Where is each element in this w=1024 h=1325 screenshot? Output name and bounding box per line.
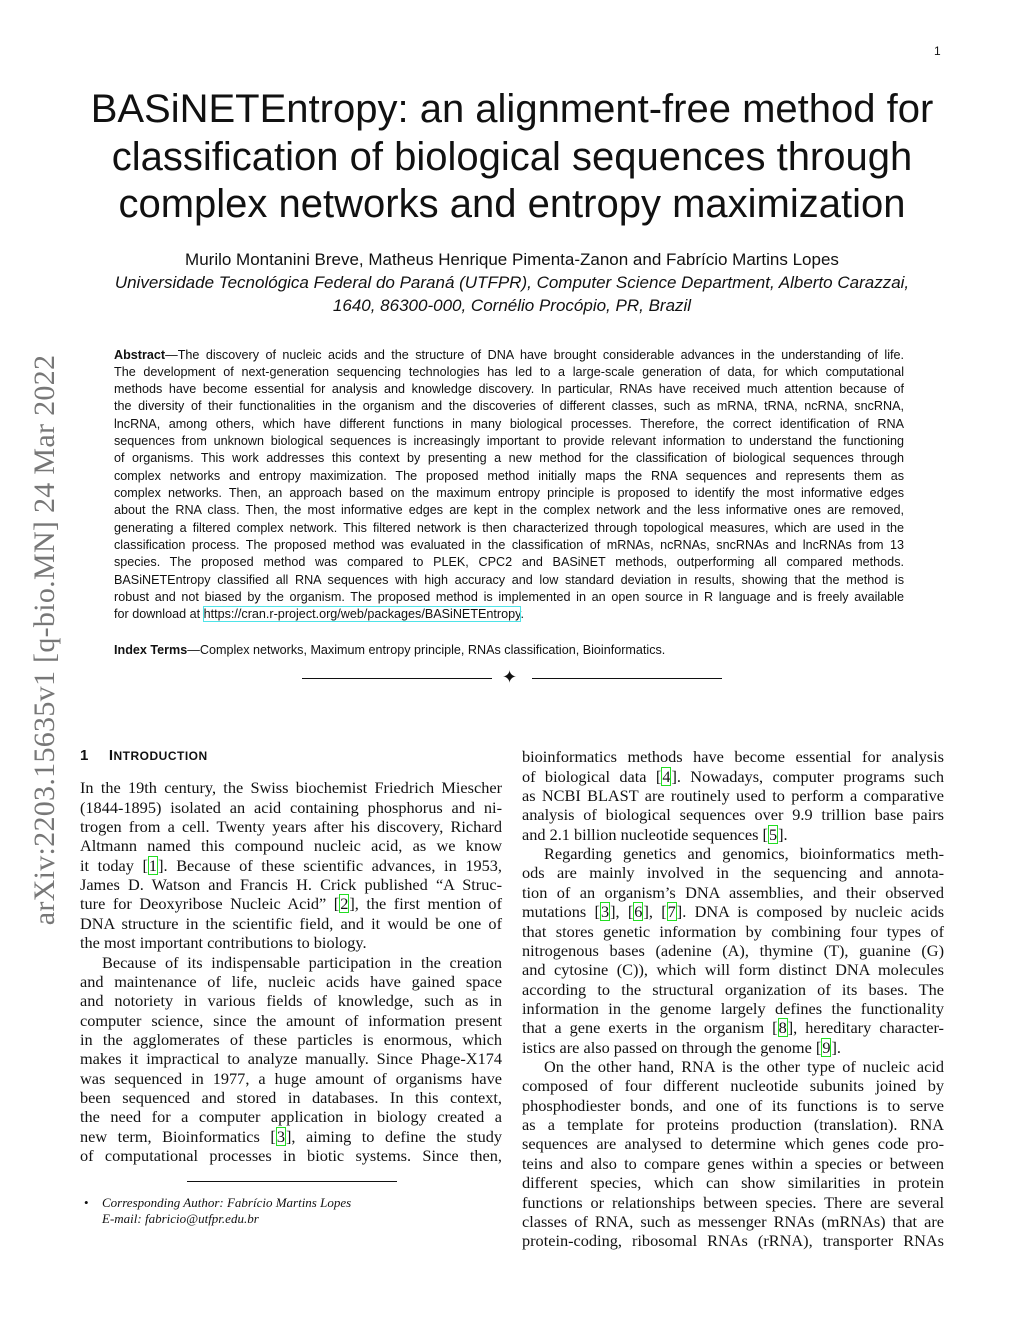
citation-link[interactable]: 3 xyxy=(276,1126,285,1146)
body-line xyxy=(80,953,502,972)
body-line xyxy=(80,1088,502,1107)
abstract-text: . xyxy=(520,607,524,622)
body-line xyxy=(80,1011,502,1030)
footnote-bullet: • xyxy=(84,1195,89,1210)
citation-link[interactable]: 7 xyxy=(667,902,676,922)
body-line: istics are also passed on through the genome [9]. xyxy=(522,1037,841,1057)
section-number: 1 xyxy=(80,747,89,764)
body-text: nitrogenous bases (adenine (A), thymine (T), guanine (G) xyxy=(522,940,944,960)
body-text: . Because of these scientific advances, in 1953, xyxy=(163,855,502,875)
citation-link[interactable]: 8 xyxy=(778,1018,787,1038)
body-text: information in the genome largely defines the functionality xyxy=(522,998,944,1018)
abstract-line xyxy=(114,347,904,364)
body-line xyxy=(522,1057,944,1076)
body-line xyxy=(80,914,502,933)
body-text: that a gene exerts in the organism xyxy=(522,1018,773,1038)
body-line xyxy=(522,747,944,766)
body-text: . Nowadays, computer programs such xyxy=(676,766,945,786)
citation-link[interactable]: 1 xyxy=(148,855,158,875)
body-line xyxy=(80,1146,502,1165)
body-text: bioinformatics methods have become essential for analysis xyxy=(522,747,944,767)
body-text: of computational processes in biotic systems. Since then, xyxy=(80,1146,502,1166)
body-line xyxy=(522,1154,944,1173)
body-line xyxy=(522,960,944,979)
body-line: ture for Deoxyribose Nucleic Acid” [2], the first mention of xyxy=(80,894,502,914)
citation-link[interactable]: 5 xyxy=(768,824,778,844)
body-text: the most important contributions to biology. xyxy=(80,933,367,953)
abstract xyxy=(114,347,904,624)
body-text: tion of an organism’s DNA assemblies, and their observed xyxy=(522,882,944,902)
body-text: . DNA is composed by nucleic acids xyxy=(682,902,945,922)
abstract-text: the diversity of their functionalities in the organism and the discoveries of different classes, such as mRNA, tRNA, ncRNA, sncRNA, xyxy=(114,399,904,414)
body-line: of biological data [4]. Nowadays, computer programs such xyxy=(522,766,945,786)
body-text: as a template for proteins production (translation). RNA xyxy=(522,1115,944,1135)
abstract-text: complex networks. Then, an approach based on the maximum entropy principle is proposed to identify the most informative edges xyxy=(114,486,904,501)
abstract-line xyxy=(114,537,904,554)
body-line xyxy=(80,1107,502,1126)
index-terms-label: Index Terms xyxy=(114,643,188,657)
body-text: in the agglomerates of these particles is enormous, which xyxy=(80,1029,502,1049)
affiliation xyxy=(60,271,964,317)
body-text: that stores genetic information by combining four types of xyxy=(522,921,944,941)
body-text: (1844-1895) isolated an acid containing phosphorus and ni- xyxy=(80,797,502,817)
author-list: Murilo Montanini Breve, Matheus Henrique Pimenta-Zanon and Fabrício Martins Lopes xyxy=(185,250,839,269)
body-text: composed of four different nucleotide subunits joined by xyxy=(522,1076,944,1096)
abstract-line xyxy=(114,606,904,623)
body-line xyxy=(522,786,944,805)
abstract-line xyxy=(114,450,904,467)
body-line xyxy=(522,1115,944,1134)
title-line: BASiNETEntropy: an alignment-free method for xyxy=(90,87,934,131)
abstract-text: of organisms. This work addresses this context by presenting a new method for the classification of biological sequences through xyxy=(114,451,904,466)
body-line xyxy=(522,1096,944,1115)
body-line xyxy=(522,863,944,882)
abstract-text: generating a filtered complex network. This filtered network is then characterized through topological measures, which are used in the xyxy=(114,520,904,535)
footnote xyxy=(84,1195,351,1226)
abstract-text: complex networks and entropy maximization. The proposed method initially maps the RNA sequences and represents them as xyxy=(114,468,904,483)
body-text: , xyxy=(615,902,628,922)
body-line xyxy=(522,1212,944,1231)
body-text: analysis of biological sequences over 9.9 trillion base pairs xyxy=(522,805,944,825)
abstract-line xyxy=(114,416,904,433)
body-line xyxy=(522,980,944,999)
body-line xyxy=(80,933,502,952)
body-text: . xyxy=(783,824,788,844)
body-line: and 2.1 billion nucleotide sequences [5]. xyxy=(522,824,788,844)
abstract-label: Abstract xyxy=(114,347,166,362)
body-text: been sequenced and stored in databases. In this context, xyxy=(80,1088,502,1108)
body-line: that a gene exerts in the organism [8], hereditary character- xyxy=(522,1018,944,1038)
body-text: , hereditary character- xyxy=(793,1018,944,1038)
abstract-text: for download at xyxy=(114,607,204,622)
abstract-line xyxy=(114,554,904,571)
abstract-text: sequences from unknown biological sequences is increasingly important to provide relevant information to understand the functioning xyxy=(114,434,904,449)
citation-link[interactable]: 3 xyxy=(600,902,610,922)
body-text: protein-coding, ribosomal RNAs (rRNA), transporter RNAs xyxy=(522,1231,944,1251)
abstract-text: methods have become essential for analysis and knowledge discovery. In particular, RNAs have received much attention because of xyxy=(114,382,904,397)
body-text: DNA structure in the scientific field, and it would be one of xyxy=(80,913,502,933)
body-text: ods are mainly involved in the sequencing and annota- xyxy=(522,863,944,883)
title-line: classification of biological sequences through xyxy=(111,134,913,179)
body-text: , the first mention of xyxy=(354,894,502,914)
citation-link[interactable]: 4 xyxy=(662,766,671,786)
citation-link[interactable]: 9 xyxy=(822,1037,831,1057)
abstract-line xyxy=(114,520,904,537)
abstract-text: species. The proposed method was compared to PLEK, CPC2 and BASiNET methods, outperforming all compared methods. xyxy=(114,555,904,570)
body-text: , aiming to define the study xyxy=(291,1126,502,1146)
footnote-rule xyxy=(187,1181,397,1182)
body-text: , xyxy=(648,902,662,922)
affiliation-line: 1640, 86300-000, Cornélio Procópio, PR, Brazil xyxy=(332,296,692,315)
right-column xyxy=(522,747,944,1250)
body-line xyxy=(522,922,944,941)
abstract-line xyxy=(114,572,904,589)
index-terms xyxy=(114,642,904,659)
citation-link[interactable]: 6 xyxy=(634,902,643,922)
diamond-icon: ✦ xyxy=(502,667,518,688)
divider-rule xyxy=(532,678,722,679)
body-text: Because of its indispensable participation in the creation xyxy=(102,952,502,972)
body-text: and cytosine (C)), which will form distinct DNA molecules xyxy=(522,960,944,980)
body-text: according to the structural organization of its bases. The xyxy=(522,979,944,999)
body-text: functions or relationships between species. There are several xyxy=(522,1192,944,1212)
body-text: mutations xyxy=(522,902,595,922)
body-text: different species, which can show similarities in protein xyxy=(522,1173,944,1193)
body-text: and maintenance of life, nucleic acids have gained space xyxy=(80,971,502,991)
body-line xyxy=(522,999,944,1018)
citation-link[interactable]: 2 xyxy=(340,894,349,914)
body-line xyxy=(522,941,944,960)
section-heading xyxy=(80,746,208,766)
body-text: On the other hand, RNA is the other type of nucleic acid xyxy=(544,1057,944,1077)
body-text: and 2.1 billion nucleotide sequences xyxy=(522,824,763,844)
body-text: James D. Watson and Francis H. Crick published “A Struc- xyxy=(80,875,502,895)
body-line xyxy=(80,778,502,797)
body-text: was sequenced in 1977, a huge amount of organisms have xyxy=(80,1068,502,1088)
abstract-line xyxy=(114,433,904,450)
abstract-line xyxy=(114,468,904,485)
body-line: mutations [3], [6], [7]. DNA is composed by nucleic acids xyxy=(522,902,945,922)
abstract-text: robust and not biased by the organism. The proposed method is implemented in an open source in R language and is freely available xyxy=(114,590,904,605)
body-line xyxy=(80,991,502,1010)
body-line xyxy=(522,1134,944,1153)
abstract-line xyxy=(114,485,904,502)
body-text: . xyxy=(836,1037,841,1057)
abstract-line xyxy=(114,364,904,381)
body-line: it today [1]. Because of these scientific advances, in 1953, xyxy=(80,855,502,875)
arxiv-identifier-stamp: arXiv:2203.15635v1 [q-bio.MN] 24 Mar 2022 xyxy=(28,354,61,926)
index-terms-text: —Complex networks, Maximum entropy principle, RNAs classification, Bioinformatics. xyxy=(187,643,666,657)
body-line xyxy=(80,1049,502,1068)
divider-rule xyxy=(302,678,492,679)
title-line: complex networks and entropy maximization xyxy=(118,182,906,226)
section-divider xyxy=(302,667,722,688)
abstract-text: lncRNA, among others, which have different functions in many biological processes. Therefore, the correct identification of RNA xyxy=(114,416,904,431)
affiliation-line: Universidade Tecnológica Federal do Paraná (UTFPR), Computer Science Department, Alberto Carazzai, xyxy=(114,273,910,292)
body-line xyxy=(522,844,944,863)
body-text: and notoriety in various fields of knowledge, such as in xyxy=(80,991,502,1011)
body-text: phosphodiester bonds, and one of its functions is to serve xyxy=(522,1095,944,1115)
body-line: new term, Bioinformatics [3], aiming to define the study xyxy=(80,1126,502,1146)
body-text: trogen from a cell. Twenty years after his discovery, Richard xyxy=(80,817,502,837)
body-line xyxy=(522,805,944,824)
body-line xyxy=(522,1173,944,1192)
body-text: as NCBI BLAST are routinely used to perform a comparative xyxy=(522,786,944,806)
body-text: Regarding genetics and genomics, bioinformatics meth- xyxy=(544,844,944,864)
body-text: of biological data xyxy=(522,766,656,786)
body-text: makes it impractical to analyze manually. Since Phage-X174 xyxy=(80,1049,502,1069)
body-text: it today xyxy=(80,855,143,875)
body-line xyxy=(522,1231,944,1250)
body-line xyxy=(80,875,502,894)
body-line xyxy=(80,1030,502,1049)
abstract-text: BASiNETEntropy classified all RNA sequences with high accuracy and low standard deviation in results, showing that the method is xyxy=(114,572,904,587)
abstract-text: classification process. The proposed method was evaluated in the classification of mRNAs, ncRNAs, sncRNAs and lncRNAs from 13 xyxy=(114,538,904,553)
body-text: new term, Bioinformatics xyxy=(80,1126,271,1146)
footnote-line: Corresponding Author: Fabrício Martins Lopes xyxy=(102,1195,352,1210)
abstract-line xyxy=(114,381,904,398)
footnote-line: E-mail: fabricio@utfpr.edu.br xyxy=(102,1210,259,1226)
section-title-initial: I xyxy=(108,747,114,764)
page-number: 1 xyxy=(934,44,941,58)
body-line xyxy=(80,1069,502,1088)
paper-title xyxy=(0,86,1024,229)
body-text: istics are also passed on through the genome xyxy=(522,1037,816,1057)
abstract-line xyxy=(114,398,904,415)
abstract-line xyxy=(114,589,904,606)
abstract-line xyxy=(114,502,904,519)
left-column xyxy=(80,778,502,1165)
body-text: sequences are analysed to determine which genes code pro- xyxy=(522,1134,944,1154)
body-text: the need for a computer application in biology created a xyxy=(80,1107,502,1127)
body-line xyxy=(80,798,502,817)
abstract-text: The development of next-generation sequencing technologies has led to a large-scale generation of data, for which computational xyxy=(114,364,904,379)
body-line xyxy=(80,817,502,836)
download-link[interactable]: https://cran.r-project.org/web/packages/BASiNETEntropy xyxy=(203,607,521,622)
abstract-text: about the RNA class. Then, the most informative edges are kept in the complex network and the less informative ones are removed, xyxy=(114,503,904,518)
body-line xyxy=(522,883,944,902)
body-text: Altmann named this compound nucleic acid, as we know xyxy=(80,836,502,856)
body-text: ture for Deoxyribose Nucleic Acid” xyxy=(80,894,334,914)
body-line xyxy=(80,972,502,991)
body-text: classes of RNA, such as messenger RNAs (mRNAs) that are xyxy=(522,1211,944,1231)
body-line xyxy=(522,1193,944,1212)
body-text: teins and also to compare genes within a species or between xyxy=(522,1153,944,1173)
body-line xyxy=(80,836,502,855)
abstract-text: —The discovery of nucleic acids and the structure of DNA have brought considerable advances in the understanding of life. xyxy=(165,347,904,362)
body-text: computer science, since the amount of information present xyxy=(80,1010,502,1030)
body-line xyxy=(522,1076,944,1095)
body-text: In the 19th century, the Swiss biochemist Friedrich Miescher xyxy=(80,778,502,798)
section-title-rest: NTRODUCTION xyxy=(113,749,208,763)
